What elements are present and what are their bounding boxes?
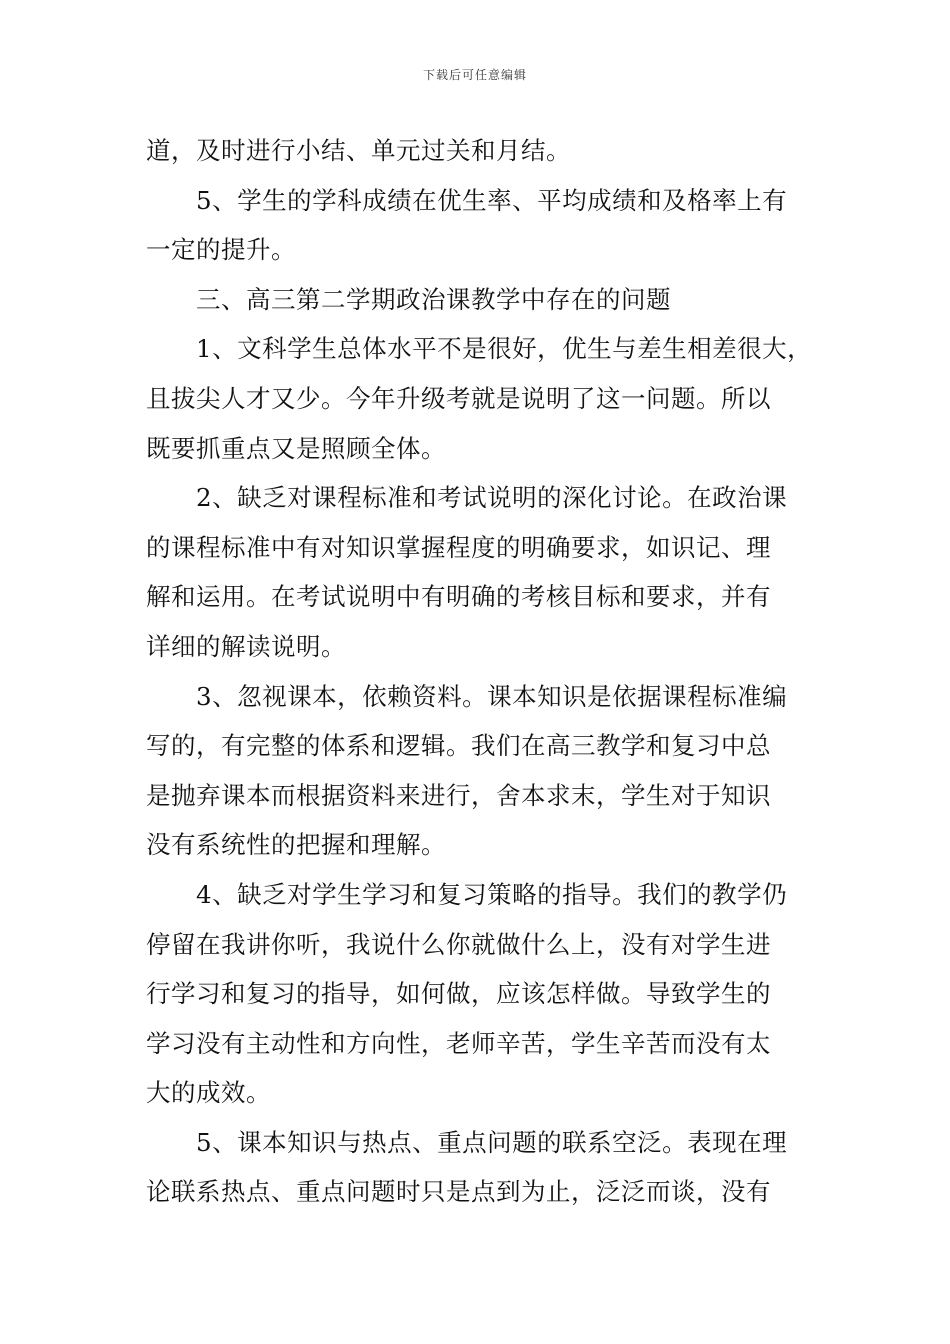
text-line: 道，及时进行小结、单元过关和月结。 — [146, 136, 571, 165]
text-line: 停留在我讲你听，我说什么你就做什么上，没有对学生进 — [146, 929, 771, 959]
text-line: 大的成效。 — [146, 1078, 271, 1108]
text-line: 1、文科学生总体水平不是很好，优生与差生相差很大， — [196, 334, 813, 364]
text-line: 5、学生的学科成绩在优生率、平均成绩和及格率上有 — [196, 185, 788, 215]
text-line: 论联系热点、重点问题时只是点到为止，泛泛而谈，没有 — [146, 1177, 771, 1207]
page-header: 下载后可任意编辑 — [422, 68, 527, 82]
text-line: 5、课本知识与热点、重点问题的联系空泛。表现在理 — [196, 1127, 788, 1157]
text-line: 没有系统性的把握和理解。 — [146, 830, 446, 860]
text-line: 既要抓重点又是照顾全体。 — [146, 433, 446, 463]
text-line: 且拔尖人才又少。今年升级考就是说明了这一问题。所以 — [146, 383, 771, 413]
text-line: 3、忽视课本，依赖资料。课本知识是依据课程标准编 — [196, 681, 788, 711]
text-line: 写的，有完整的体系和逻辑。我们在高三教学和复习中总 — [146, 731, 771, 761]
text-line: 解和运用。在考试说明中有明确的考核目标和要求，并有 — [146, 582, 771, 612]
text-line: 一定的提升。 — [146, 235, 296, 265]
text-line: 4、缺乏对学生学习和复习策略的指导。我们的教学仍 — [196, 879, 788, 909]
text-line: 学习没有主动性和方向性，老师辛苦，学生辛苦而没有太 — [146, 1028, 771, 1058]
section-heading: 三、高三第二学期政治课教学中存在的问题 — [196, 284, 671, 314]
text-line: 2、缺乏对课程标准和考试说明的深化讨论。在政治课 — [196, 483, 788, 513]
text-line: 行学习和复习的指导，如何做，应该怎样做。导致学生的 — [146, 979, 771, 1009]
text-line: 详细的解读说明。 — [146, 631, 346, 661]
text-line: 的课程标准中有对知识掌握程度的明确要求，如识记、理 — [146, 532, 771, 562]
text-line: 是抛弃课本而根据资料来进行，舍本求末，学生对于知识 — [146, 780, 771, 810]
document-body — [146, 126, 813, 1217]
